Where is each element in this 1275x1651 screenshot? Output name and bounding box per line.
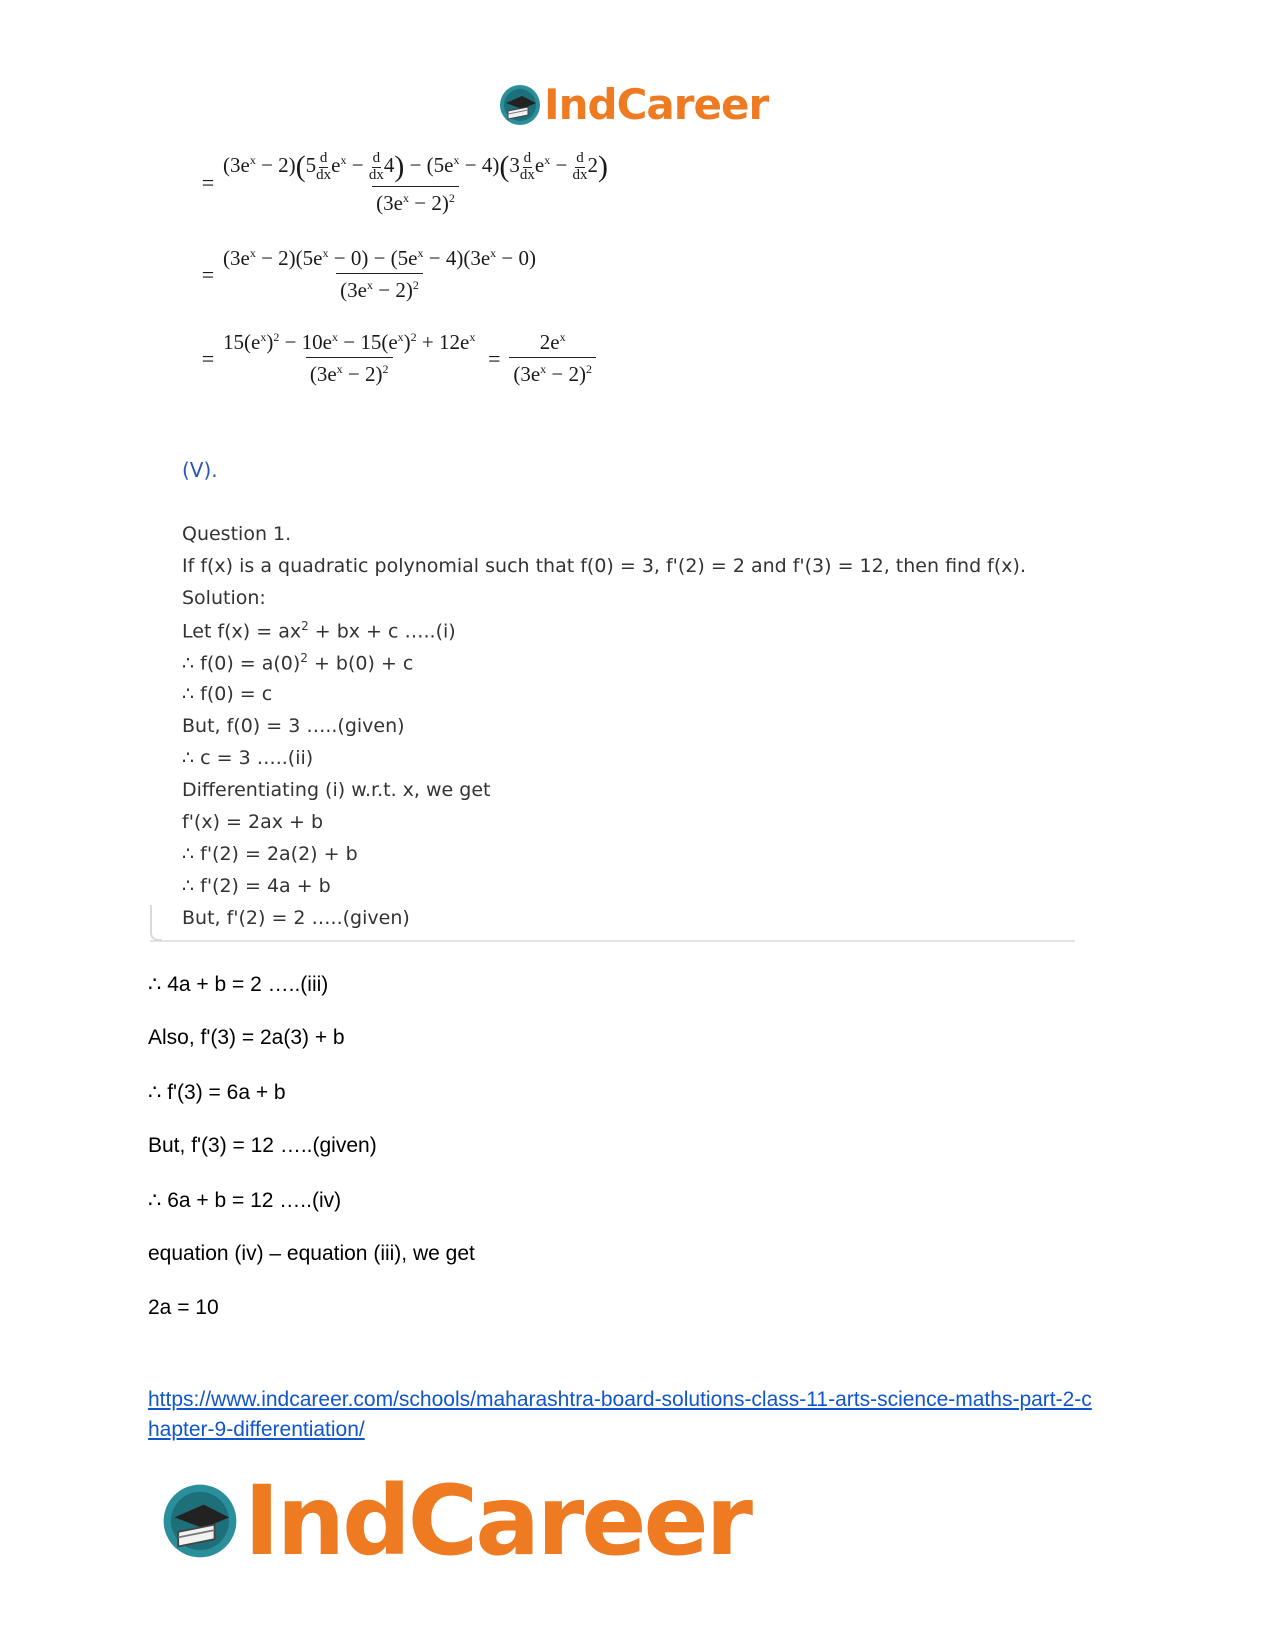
solution-line: But, f'(2) = 2 …..(given) bbox=[182, 907, 410, 929]
question-text: If f(x) is a quadratic polynomial such that f(0) = 3, f'(2) = 2 and f'(3) = 12, then find f(x). bbox=[182, 555, 1026, 577]
solution-line: ∴ f'(2) = 4a + b bbox=[182, 875, 331, 897]
body-line: ∴ 6a + b = 12 …..(iv) bbox=[148, 1189, 342, 1212]
equation-row-1: = $(3e^x - 2)(5$ $\frac{d}{dx}$ $e^x$ − $\frac{d}{dx}$ $4) - (5e^x - 4)(3$ $\frac{d}{dx}$ $e^x$ − $\frac{d}{dx}$ 2) $(3e^x - 2)^2$ bbox=[197, 150, 612, 216]
solution-heading: Solution: bbox=[182, 587, 266, 609]
solution-line: ∴ c = 3 …..(ii) bbox=[182, 747, 314, 769]
section-label: (V). bbox=[182, 458, 218, 482]
graduation-cap-book-icon bbox=[160, 1481, 240, 1561]
solution-line: ∴ f'(2) = 2a(2) + b bbox=[182, 843, 358, 865]
logo-wordmark: IndCareer bbox=[544, 80, 769, 129]
solution-line: f'(x) = 2ax + b bbox=[182, 811, 324, 833]
source-link[interactable]: https://www.indcareer.com/schools/maharashtra-board-solutions-class-11-arts-science-maths-part-2-chapter-9-differentiation/ bbox=[148, 1388, 1092, 1441]
header-logo bbox=[498, 80, 768, 129]
body-line: ∴ f'(3) = 6a + b bbox=[148, 1081, 286, 1104]
solution-screenshot bbox=[150, 440, 1075, 942]
fraction: $(3e^x - 2)(5$ $\frac{d}{dx}$ $e^x$ − $\frac{d}{dx}$ $4) - (5e^x - 4)(3$ $\frac{d}{dx}$ $e^x$ − $\frac{d}{dx}$ 2) $(3e^x - 2)^2$ bbox=[223, 149, 609, 215]
body-line: 2a = 10 bbox=[148, 1296, 219, 1319]
fraction-result: $\frac{2e^x}{(3e^x - 2)^2}$ bbox=[509, 330, 596, 387]
body-line: Also, f'(3) = 2a(3) + b bbox=[148, 1026, 345, 1049]
solution-line: Differentiating (i) w.r.t. x, we get bbox=[182, 779, 491, 801]
body-line: But, f'(3) = 12 …..(given) bbox=[148, 1134, 377, 1157]
equation-row-2: = $\frac{(3e^x - 2)(5e^x - 0) - (5e^x - 4)(3e^x - 0)}{(3e^x - 2)^2}$ bbox=[197, 246, 540, 303]
fraction: $\frac{(3e^x - 2)(5e^x - 0) - (5e^x - 4)(3e^x - 0)}{(3e^x - 2)^2}$ bbox=[223, 246, 536, 302]
screenshot-edge bbox=[150, 905, 162, 941]
equation-row-3: = $\frac{15(e^x)^2 - 10e^x - 15(e^x)^2 + 12e^x}{(3e^x - 2)^2}$ = $\frac{2e^x}{(3e^x - 2)^2}$ bbox=[197, 330, 596, 387]
body-line: equation (iv) – equation (iii), we get bbox=[148, 1242, 475, 1265]
solution-line: But, f(0) = 3 …..(given) bbox=[182, 715, 405, 737]
solution-line: ∴ f(0) = c bbox=[182, 683, 273, 705]
solution-line: Let $f(x) = ax^2$ + bx + c …..(i) bbox=[182, 619, 456, 643]
fraction: $\frac{15(e^x)^2 - 10e^x - 15(e^x)^2 + 12e^x}{(3e^x - 2)^2}$ bbox=[223, 330, 476, 386]
solution-line: ∴ $f(0) = a(0)^2 + b(0) + c$ bbox=[182, 651, 414, 675]
body-line: ∴ 4a + b = 2 …..(iii) bbox=[148, 973, 329, 996]
logo-wordmark: IndCareer bbox=[244, 1465, 750, 1577]
graduation-cap-book-icon bbox=[498, 83, 542, 127]
question-title: Question 1. bbox=[182, 523, 292, 545]
footer-logo bbox=[160, 1465, 750, 1577]
